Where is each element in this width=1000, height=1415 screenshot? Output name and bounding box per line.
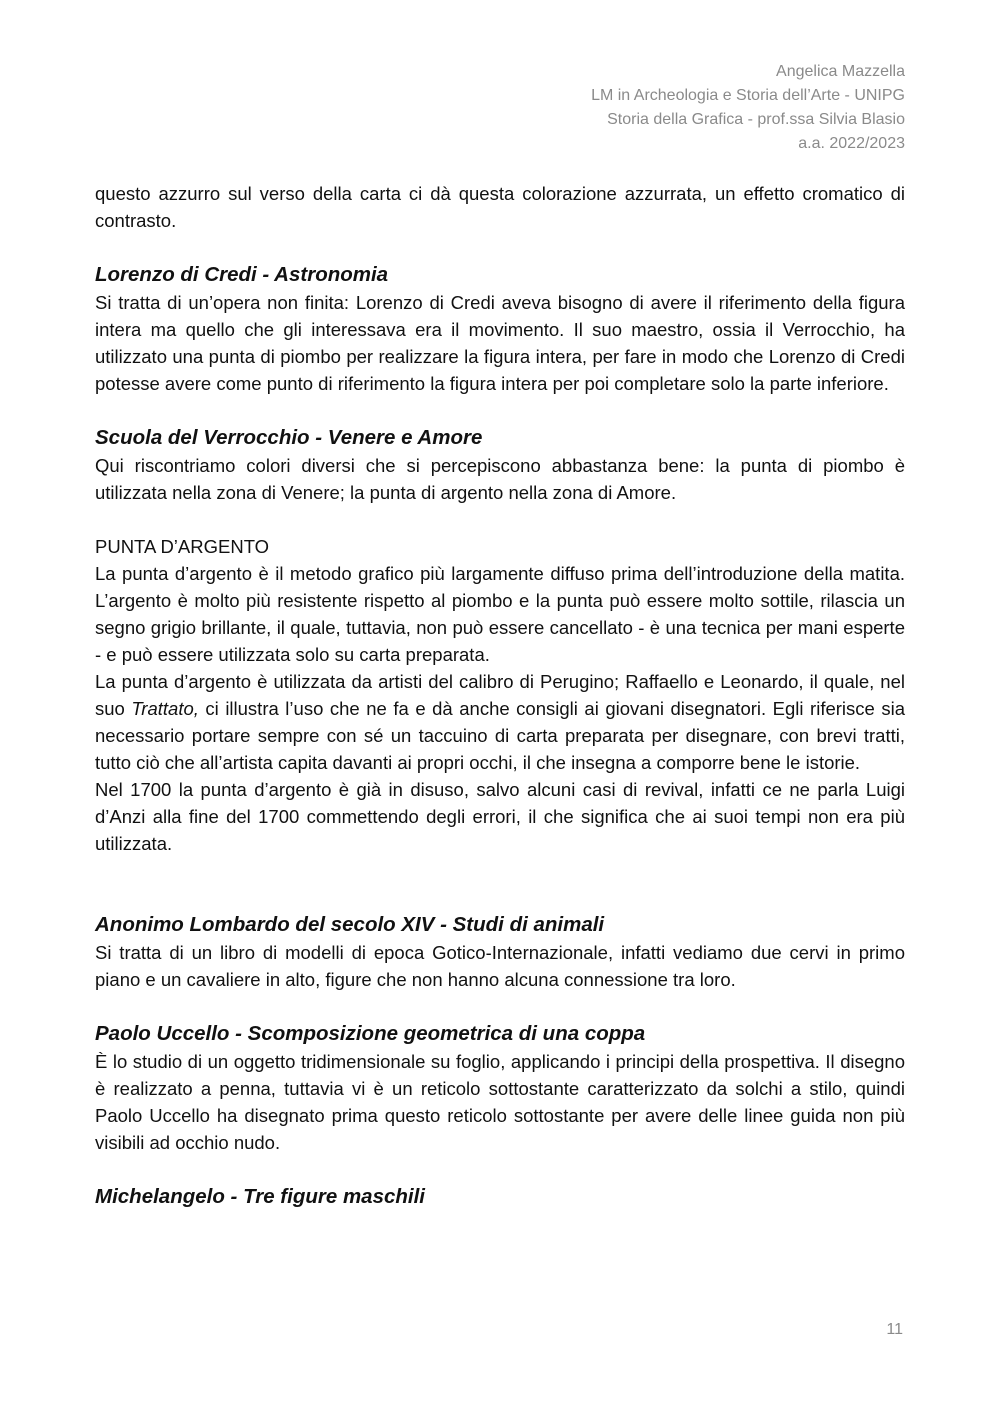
document-body bbox=[95, 180, 905, 1211]
section-body-uccello: È lo studio di un oggetto tridimensionale su foglio, applicando i principi della prospettiva. Il disegno è realizzato a penna, tuttavia vi è un reticolo sottostante caratterizzato da solchi a stilo, quindi Paolo Uccello ha disegnato prima questo reticolo sottostante per avere delle linee guida non più visibili ad occhio nudo. bbox=[95, 1051, 905, 1153]
section-title-credi: Lorenzo di Credi - Astronomia bbox=[95, 263, 389, 286]
header-subject: Storia della Grafica - prof.ssa Silvia Blasio bbox=[607, 111, 905, 128]
header-author: Angelica Mazzella bbox=[776, 63, 905, 80]
page-number: 11 bbox=[886, 1321, 903, 1338]
punta-paragraph-2 bbox=[95, 668, 905, 776]
section-title-michelangelo: Michelangelo - Tre figure maschili bbox=[95, 1185, 425, 1208]
punta-p2-italic: Trattato, bbox=[131, 698, 199, 719]
section-title-verrocchio: Scuola del Verrocchio - Venere e Amore bbox=[95, 426, 483, 449]
section-title-uccello: Paolo Uccello - Scomposizione geometrica di una coppa bbox=[95, 1022, 646, 1045]
page-header bbox=[591, 60, 905, 156]
section-heading-punta: PUNTA D’ARGENTO bbox=[95, 536, 270, 557]
punta-paragraph-3: Nel 1700 la punta d’argento è già in disuso, salvo alcuni casi di revival, infatti ce ne parla Luigi d’Anzi alla fine del 1700 commettendo degli errori, il che significa che ai suoi tempi non era più utilizzata. bbox=[95, 779, 905, 854]
section-body-anonimo: Si tratta di un libro di modelli di epoca Gotico-Internazionale, infatti vediamo due cervi in primo piano e un cavaliere in alto, figure che non hanno alcuna connessione tra loro. bbox=[95, 942, 905, 990]
punta-paragraph-1: La punta d’argento è il metodo grafico più largamente diffuso prima dell’introduzione della matita. L’argento è molto più resistente rispetto al piombo e la punta può essere molto sottile, rilascia un segno grigio brillante, il quale, tuttavia, non può essere cancellato - è una tecnica per mani esperte - e può essere utilizzata solo su carta preparata. bbox=[95, 563, 905, 665]
header-year: a.a. 2022/2023 bbox=[798, 135, 905, 152]
section-body-credi: Si tratta di un’opera non finita: Lorenzo di Credi aveva bisogno di avere il riferimento della figura intera ma quello che gli interessava era il movimento. Il suo maestro, ossia il Verrocchio, ha utilizzato una punta di piombo per realizzare la figura intera, per fare in modo che Lorenzo di Credi potesse avere come punto di riferimento la figura intera per poi completare solo la parte inferiore. bbox=[95, 292, 905, 394]
section-body-verrocchio: Qui riscontriamo colori diversi che si percepiscono abbastanza bene: la punta di piombo è utilizzata nella zona di Venere; la punta di argento nella zona di Amore. bbox=[95, 455, 905, 503]
punta-p2-text-after: ci illustra l’uso che ne fa e dà anche consigli ai giovani disegnatori. Egli riferisce sia necessario portare sempre con sé un taccuino di carta preparata per disegnare, con brevi tratti, tutto ciò che all’artista capita davanti ai propri occhi, il che insegna a comporre bene le istorie. bbox=[95, 698, 906, 773]
intro-paragraph: questo azzurro sul verso della carta ci dà questa colorazione azzurrata, un effetto cromatico di contrasto. bbox=[95, 183, 905, 231]
punta-p2-text-before: La punta d’argento è utilizzata da artisti del calibro di Perugino; Raffaello e Leonardo, il quale, nel suo bbox=[95, 671, 905, 719]
header-course: LM in Archeologia e Storia dell’Arte - UNIPG bbox=[591, 87, 905, 104]
section-title-anonimo: Anonimo Lombardo del secolo XIV - Studi di animali bbox=[95, 913, 605, 936]
